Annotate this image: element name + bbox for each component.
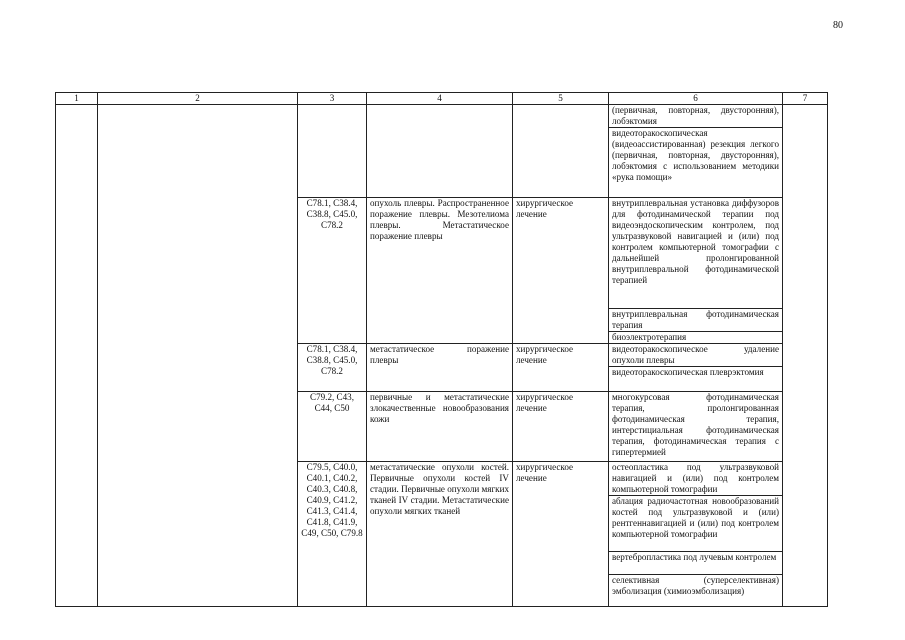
methods-list [609, 344, 782, 389]
col-header-2: 2 [98, 93, 298, 105]
cell-methods [609, 462, 783, 607]
method-item: внутриплевральная установка диффузоров для фотодинамической терапии под видеоэндоскопическим контролем, под ультразвуковой навигацией и (или) под контролем компьютерной томографии с дальнейшей пролонгированной внутриплевральной фотодинамической терапией [609, 198, 782, 309]
table-row [56, 105, 828, 198]
treatment-table [55, 92, 828, 607]
method-item: многокурсовая фотодинамическая терапия, пролонгированная фотодинамическая терапия, интерстициальная фотодинамическая терапия, фотодинамическая терапия с гипертермией [612, 392, 779, 457]
header-row [56, 93, 828, 105]
cell-codes [298, 105, 367, 198]
method-item: селективная (суперселективная) эмболизация (химиоэмболизация) [612, 575, 779, 596]
method-item: видеоторакоскопическая (видеоассистированная) резекция легкого (первичная, повторная, двусторонняя), лобэктомия с использованием методики «рука помощи» [612, 128, 779, 182]
cell-diagnosis: метастатические опухоли костей. Первичные опухоли костей IV стадии. Первичные опухоли мягких тканей IV стадии. Метастатические опухоли мягких тканей [367, 462, 513, 607]
cell-codes: C79.5, C40.0, C40.1, C40.2, C40.3, C40.8, C40.9, C41.2, C41.3, C41.4, C41.8, C41.9, C49, C50, C79.8 [298, 462, 367, 607]
cell-diagnosis: опухоль плевры. Распространенное поражение плевры. Мезотелиома плевры. Метастатическое поражение плевры [367, 198, 513, 344]
method-item: биоэлектротерапия [612, 332, 687, 342]
page-number: 80 [833, 20, 843, 31]
cell-methods [609, 392, 783, 462]
cell-codes: C78.1, C38.4, C38.8, C45.0, C78.2 [298, 198, 367, 344]
method-item: видеоторакоскопическая плеврэктомия [612, 367, 764, 377]
methods-list [609, 392, 782, 460]
cell-diagnosis: метастатическое поражение плевры [367, 344, 513, 392]
method-item: аблация радиочастотная новообразований костей под ультразвуковой и (или) рентгеннавигацией и (или) под контролем компьютерной томографии [609, 496, 782, 552]
col-header-5: 5 [513, 93, 609, 105]
cell-diagnosis [367, 105, 513, 198]
col-header-7: 7 [783, 93, 828, 105]
cell-col7 [783, 105, 828, 607]
cell-treatment: хирургическое лечение [513, 344, 609, 392]
method-item: (первичная, повторная, двусторонняя), лобэктомия [609, 105, 782, 128]
cell-treatment: хирургическое лечение [513, 462, 609, 607]
cell-treatment: хирургическое лечение [513, 198, 609, 344]
cell-methods [609, 198, 783, 344]
col-header-3: 3 [298, 93, 367, 105]
col-header-4: 4 [367, 93, 513, 105]
methods-list [609, 105, 782, 185]
method-item: вертебропластика под лучевым контролем [609, 552, 782, 575]
cell-codes: C79.2, C43, C44, C50 [298, 392, 367, 462]
col-header-1: 1 [56, 93, 98, 105]
methods-list [609, 462, 782, 597]
cell-methods [609, 105, 783, 198]
cell-methods [609, 344, 783, 392]
cell-col1 [56, 105, 98, 607]
cell-col2 [98, 105, 298, 607]
cell-codes: C78.1, C38.4, C38.8, C45.0, C78.2 [298, 344, 367, 392]
cell-treatment: хирургическое лечение [513, 392, 609, 462]
method-item: остеопластика под ультразвуковой навигацией и (или) под контролем компьютерной томографии [609, 462, 782, 496]
method-item: внутриплевральная фотодинамическая терапия [609, 309, 782, 332]
methods-list [609, 198, 782, 343]
method-item: видеоторакоскопическое удаление опухоли плевры [609, 344, 782, 367]
cell-treatment [513, 105, 609, 198]
col-header-6: 6 [609, 93, 783, 105]
cell-diagnosis: первичные и метастатические злокачественные новообразования кожи [367, 392, 513, 462]
